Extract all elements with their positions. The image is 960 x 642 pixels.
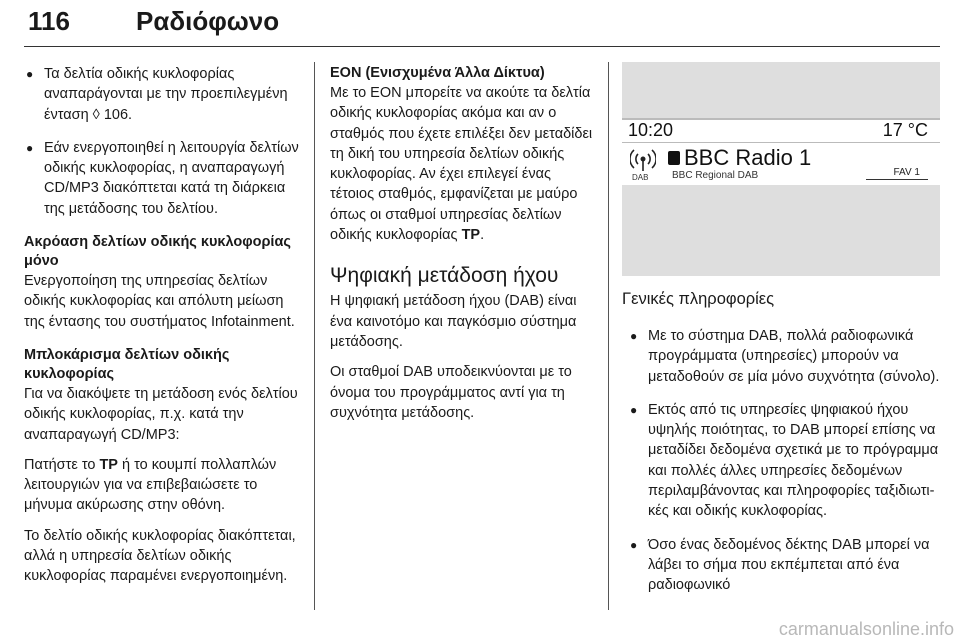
paragraph: Οι σταθμοί DAB υποδεικνύονται με το όνομα του προγράμματος αντί για τη συχνότητα μετάδοσης. bbox=[330, 364, 572, 421]
tp-button-ref: TP bbox=[99, 456, 118, 473]
paragraph: Η ψηφιακή μετάδοση ήχου (DAB) είναι ένα καινοτόμο και παγκόσμιο σύστημα μετάδοσης. bbox=[330, 293, 577, 350]
column-1 bbox=[24, 64, 300, 597]
page-header bbox=[24, 2, 940, 46]
temperature: 17 °C bbox=[882, 120, 928, 140]
list-item: ● Τα δελτία οδικής κυκλοφορίας αναπαράγονται με την προεπιλεγμένη ένταση ◊ 106. bbox=[24, 64, 300, 125]
station-type-icon bbox=[668, 151, 680, 165]
section-heading: Ακρόαση δελτίων οδικής κυκλοφορίας μόνο bbox=[24, 234, 291, 270]
section-heading: Μπλοκάρισμα δελτίων οδικής κυκλοφορίας bbox=[24, 346, 230, 382]
list-item: ● Όσο ένας δεδομένος δέκτης DAB μπορεί να λάβει το σήμα που εκπέμπεται από ένα ραδιοφωνικό bbox=[622, 535, 940, 596]
text-run: ή το κουμπί πολλαπλών λειτουργιών για να επιβεβαιώσετε το μήνυμα ακύρωσης στην οθόνη. bbox=[24, 456, 277, 514]
column-3 bbox=[622, 286, 940, 609]
paragraph bbox=[330, 83, 598, 245]
list-item: ● Με το σύστημα DAB, πολλά ραδιοφωνικά προγράμματα (υπηρεσίες) μπορούν να μεταδοθούν σε μία μόνο συχνότητα (σύνολο). bbox=[622, 326, 940, 387]
clock: 10:20 bbox=[628, 120, 674, 140]
chapter-title: Ραδιόφωνο bbox=[136, 6, 280, 36]
text-run: Με το EON μπορείτε να ακούτε τα δελτία οδικής κυκλοφορίας ακόμα και αν ο σταθμός που έχετε επιλέξει δεν μεταδίδει τη δική του υπηρεσία δελτίων οδικής κυκλοφορίας. Αν έχει επιλεγεί ένας τέτοιος σταθμός, εμφανίζεται με μαύρο όπως οι σταθμοί υπηρεσίας δελτίων οδικής κυκλοφορίας bbox=[330, 85, 593, 244]
paragraph: Ενεργοποίηση της υπηρεσίας δελτίων οδικής κυκλοφορίας και απόλυτη μείωση της έντασης του συστήματος Infotainment. bbox=[24, 273, 295, 330]
ensemble-name: BBC Regional DAB bbox=[672, 170, 759, 181]
paragraph: Για να διακόψετε τη μετάδοση ενός δελτίου οδικής κυκλοφορίας, π.χ. κατά την αναπαραγωγή CD/MP3: bbox=[24, 385, 298, 443]
bullet-list bbox=[622, 326, 940, 596]
column-2 bbox=[330, 64, 598, 433]
section-title: Ψηφιακή μετάδοση ήχου bbox=[330, 264, 559, 288]
radio-display-image bbox=[622, 62, 940, 276]
station-row bbox=[622, 142, 940, 185]
favourite-label: FAV 1 bbox=[893, 167, 920, 178]
column-divider-2 bbox=[608, 62, 609, 610]
list-item: ● Εκτός από τις υπηρεσίες ψηφιακού ήχου υψηλής ποιότητας, το DAB μπορεί επίσης να μεταδίδει δεδομένα σχετικά με το πρόγραμμα και πολλές άλλες υπηρεσίες δεδομένων περιλαμβάνοντας και πληροφορίες ταξιδιωτικές και οδικής κυκλοφορίας. bbox=[622, 400, 940, 522]
favourite-underline bbox=[866, 179, 928, 180]
text-run: . bbox=[480, 227, 485, 244]
section-heading: Γενικές πληροφορίες bbox=[622, 290, 775, 308]
header-divider bbox=[24, 46, 940, 47]
tp-button-ref: TP bbox=[461, 227, 481, 244]
paragraph bbox=[24, 455, 300, 516]
list-item: ● Εάν ενεργοποιηθεί η λειτουργία δελτίων οδικής κυκλοφορίας, η αναπαραγωγή CD/MP3 διακόπτεται κατά τη διάρκεια της μετάδοσης του δελτίου. bbox=[24, 138, 300, 219]
section-heading: EON (Ενισχυμένα Άλλα Δίκτυα) bbox=[330, 65, 545, 81]
bullet-list bbox=[24, 64, 300, 219]
dab-label: DAB bbox=[632, 173, 649, 182]
station-name: BBC Radio 1 bbox=[684, 145, 812, 170]
watermark: carmanualsonline.info bbox=[778, 619, 954, 639]
page-number: 116 bbox=[28, 6, 70, 36]
column-divider-1 bbox=[314, 62, 315, 610]
text-run: Πατήστε το bbox=[24, 456, 100, 473]
paragraph: Το δελτίο οδικής κυκλοφορίας διακόπτεται, αλλά η υπηρεσία δελτίων οδικής κυκλοφορίας παραμένει ενεργοποιημένη. bbox=[24, 527, 296, 585]
